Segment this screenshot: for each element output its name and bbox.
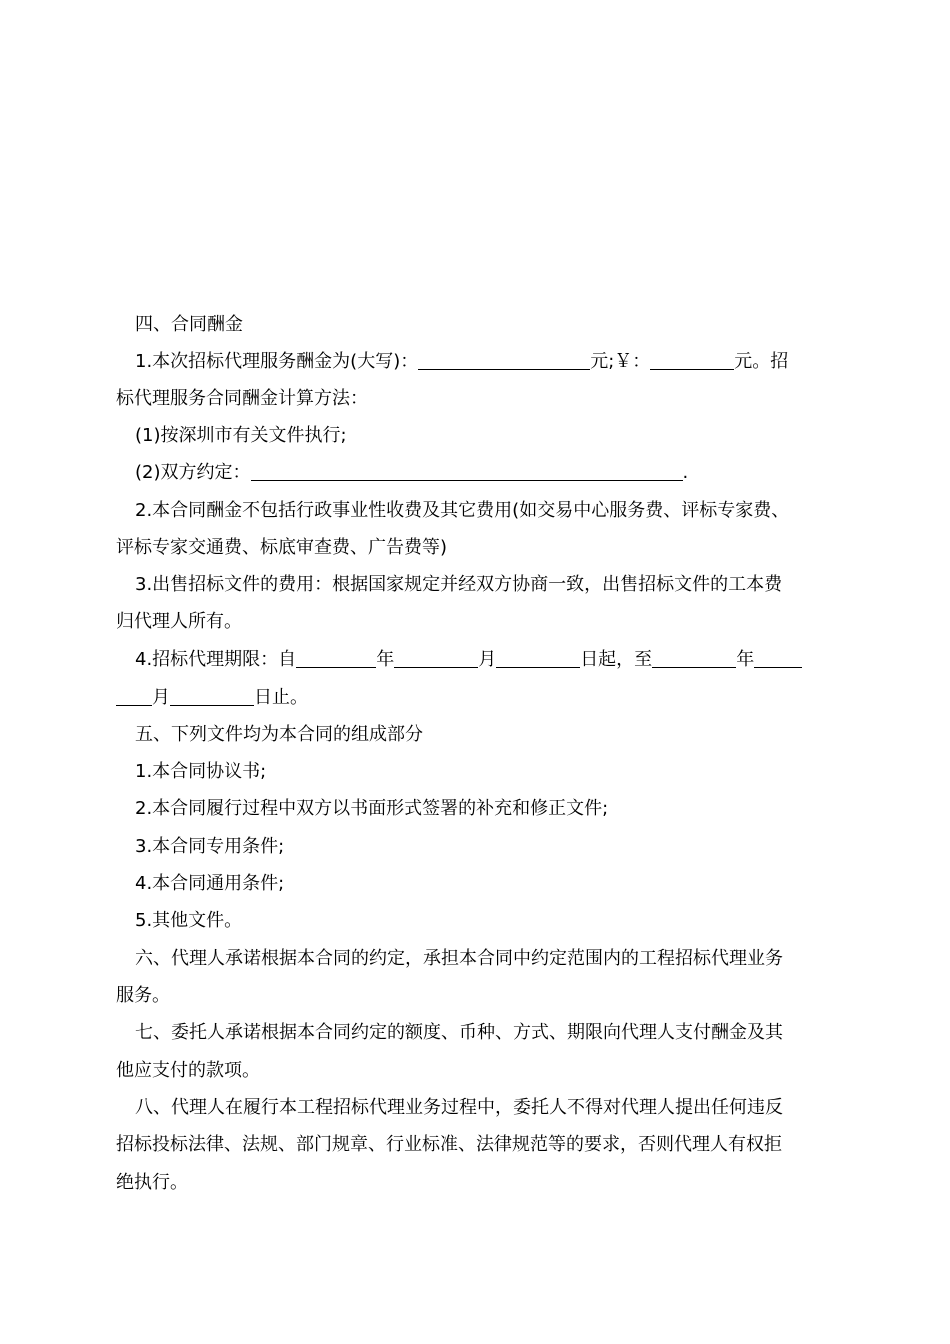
date-blank[interactable] xyxy=(754,648,802,668)
paragraph-line: 2.本合同酬金不包括行政事业性收费及其它费用(如交易中心服务费、评标专家费、 xyxy=(135,500,790,521)
paragraph-line: (1)按深圳市有关文件执行; xyxy=(135,425,347,446)
amount-words-blank[interactable] xyxy=(418,350,590,370)
paragraph-line: (2)双方约定： . xyxy=(135,462,689,483)
paragraph-line: 他应支付的款项。 xyxy=(116,1060,260,1081)
paragraph-line: 绝执行。 xyxy=(116,1172,188,1193)
paragraph-line: 服务。 xyxy=(116,985,170,1006)
agreement-blank[interactable] xyxy=(251,461,683,481)
paragraph-line: 招标投标法律、法规、部门规章、行业标准、法律规范等的要求，否则代理人有权拒 xyxy=(116,1134,782,1155)
checklist-item xyxy=(135,237,840,261)
section-heading: 四、合同酬金 xyxy=(135,314,243,335)
date-blank[interactable] xyxy=(394,648,478,668)
paragraph-line: 3.出售招标文件的费用：根据国家规定并经双方协商一致，出售招标文件的工本费 xyxy=(135,574,783,595)
paragraph-line: 八、代理人在履行本工程招标代理业务过程中，委托人不得对代理人提出任何违反 xyxy=(135,1097,783,1118)
paragraph-line: 4.招标代理期限：自 年 月 日起，至 年 xyxy=(135,648,840,672)
list-item: 5.其他文件。 xyxy=(135,910,243,931)
paragraph-line: 归代理人所有。 xyxy=(116,611,242,632)
paragraph-line: 1.本次招标代理服务酬金为(大写)： 元;￥： 元。招 xyxy=(135,351,789,372)
date-blank[interactable] xyxy=(296,648,376,668)
checklist-item xyxy=(135,163,840,187)
paragraph-line: 标代理服务合同酬金计算方法： xyxy=(116,388,368,409)
checklist-item xyxy=(135,126,840,150)
amount-figures-blank[interactable] xyxy=(650,350,734,370)
checklist-item xyxy=(135,275,840,299)
list-item: 3.本合同专用条件; xyxy=(135,836,285,857)
checklist-item xyxy=(135,200,840,224)
date-blank[interactable] xyxy=(170,686,254,706)
date-blank[interactable] xyxy=(496,648,580,668)
date-blank[interactable] xyxy=(116,686,152,706)
list-item: 4.本合同通用条件; xyxy=(135,873,285,894)
section-heading: 五、下列文件均为本合同的组成部分 xyxy=(135,724,423,745)
paragraph-line: 评标专家交通费、标底审查费、广告费等) xyxy=(116,537,448,558)
list-item: 1.本合同协议书; xyxy=(135,761,267,782)
paragraph-line: 七、委托人承诺根据本合同约定的额度、币种、方式、期限向代理人支付酬金及其 xyxy=(135,1022,783,1043)
paragraph-line: 六、代理人承诺根据本合同的约定，承担本合同中约定范围内的工程招标代理业务 xyxy=(135,948,783,969)
date-blank[interactable] xyxy=(652,648,736,668)
paragraph-line: 月 日止。 xyxy=(116,686,840,710)
list-item: 2.本合同履行过程中双方以书面形式签署的补充和修正文件; xyxy=(135,798,609,819)
